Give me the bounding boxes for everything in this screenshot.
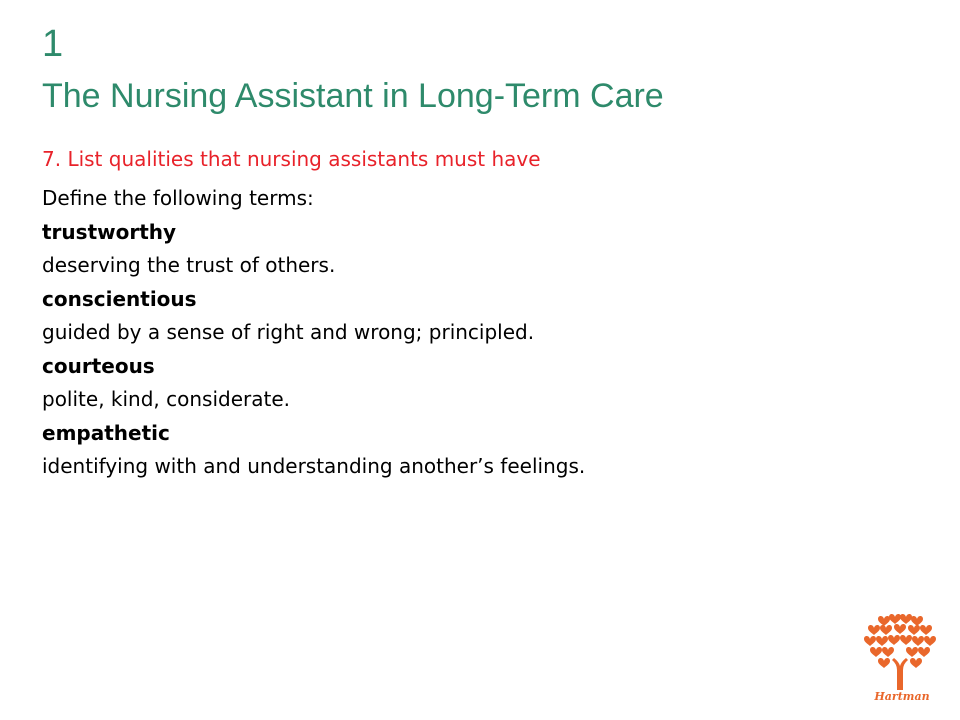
- term-empathetic: empathetic: [42, 420, 170, 445]
- slide-content: [42, 182, 922, 484]
- learning-objective: 7. List qualities that nursing assistants must have: [42, 147, 541, 171]
- term-trustworthy: trustworthy: [42, 219, 177, 244]
- term-courteous: courteous: [42, 353, 155, 378]
- intro-text: Define the following terms:: [42, 186, 314, 210]
- logo-text: Hartman: [874, 690, 930, 703]
- definition-empathetic: identifying with and understanding another’s feelings.: [42, 454, 586, 478]
- chapter-title: The Nursing Assistant in Long-Term Care: [42, 77, 664, 115]
- definition-courteous: polite, kind, considerate.: [42, 387, 290, 411]
- definition-conscientious: guided by a sense of right and wrong; principled.: [42, 320, 535, 344]
- chapter-number: 1: [42, 23, 64, 65]
- definition-trustworthy: deserving the trust of others.: [42, 253, 336, 277]
- term-conscientious: conscientious: [42, 286, 197, 311]
